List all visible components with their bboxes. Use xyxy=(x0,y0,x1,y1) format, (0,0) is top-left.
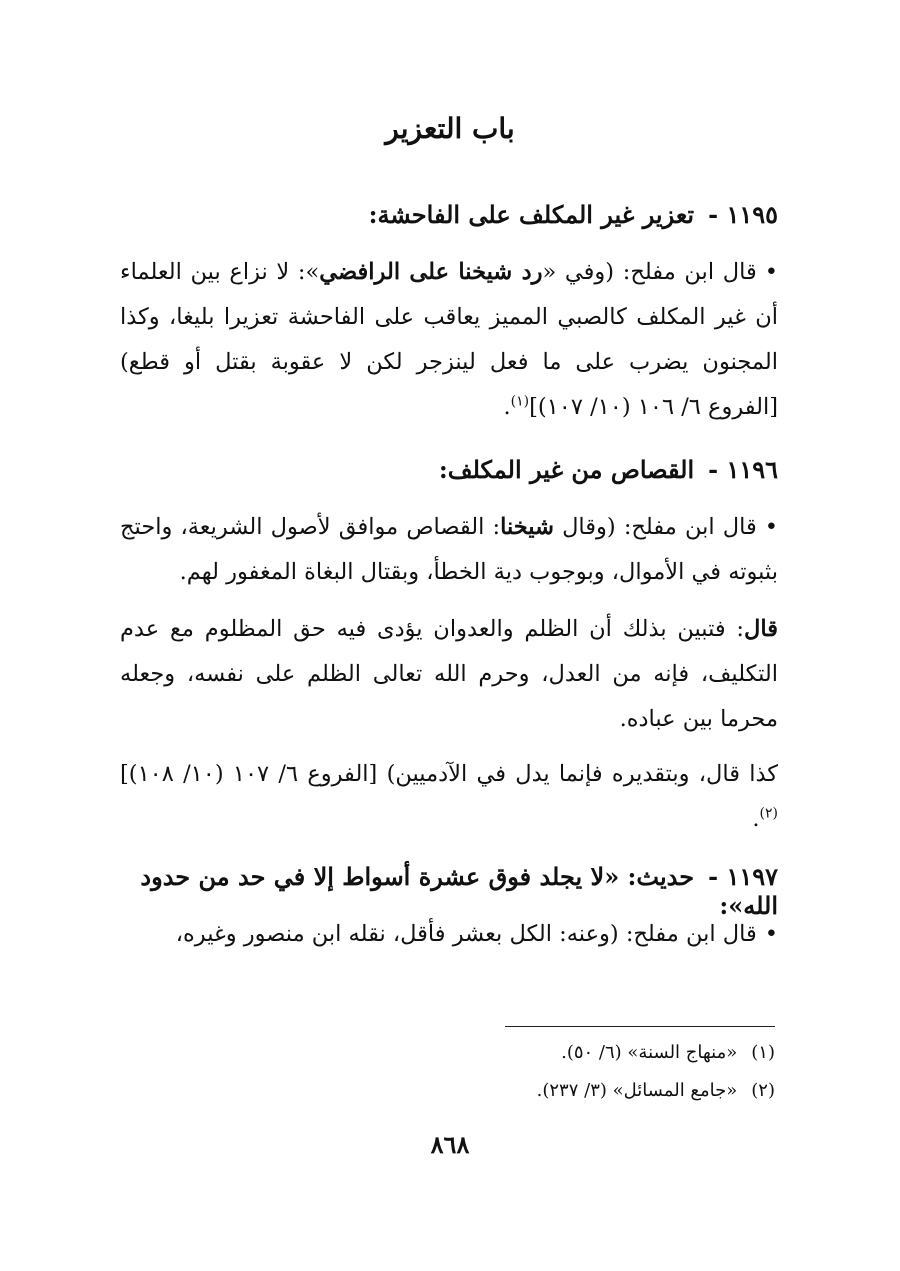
paragraph xyxy=(120,912,778,957)
paragraph xyxy=(120,250,778,430)
paragraph xyxy=(120,752,778,842)
paragraph xyxy=(120,505,778,595)
paragraph-text: »: لا نزاع بين العلماء أن غير المكلف كالصبي المميز يعاقب على الفاحشة تعزيرا بليغا، وكذا المجنون يضرب على ما فعل لينزجر لكن لا عقوبة بقتل أو قطع) [الفروع ٦/ ١٠٦ (١٠/ ١٠٧)] xyxy=(120,259,778,420)
section-heading-1195 xyxy=(120,200,778,229)
paragraph-text: كذا قال، وبتقديره فإنما يدل في الآدميين) [الفروع ٦/ ١٠٧ (١٠/ ١٠٨)] xyxy=(120,761,778,787)
section-heading-1196 xyxy=(120,455,778,484)
paragraph-tail: . xyxy=(752,806,760,832)
bullet: • xyxy=(764,259,778,285)
paragraph-intro: قال ابن مفلح: (وقال xyxy=(553,514,757,540)
paragraph-tail: . xyxy=(503,394,511,420)
footnote-text: «جامع المسائل» (٣/ ٢٣٧). xyxy=(536,1080,738,1101)
section-title: القصاص من غير المكلف: xyxy=(438,455,695,484)
footnote-1 xyxy=(561,1042,775,1063)
section-title: تعزير غير المكلف على الفاحشة: xyxy=(368,200,695,229)
chapter-title: باب التعزير xyxy=(385,112,515,145)
footnote-number: (١) xyxy=(751,1042,775,1063)
footnote-text: «منهاج السنة» (٦/ ٥٠). xyxy=(561,1042,738,1063)
footnote-number: (٢) xyxy=(751,1080,775,1101)
paragraph-text: قال ابن مفلح: (وعنه: الكل بعشر فأقل، نقله ابن منصور وغيره، xyxy=(175,921,757,947)
paragraph-intro: قال ابن مفلح: (وفي « xyxy=(542,259,757,285)
footnote-divider xyxy=(505,1026,775,1027)
bullet: • xyxy=(764,921,778,947)
section-number: ١١٩٧ - xyxy=(708,862,778,891)
bullet: • xyxy=(764,514,778,540)
page-number: ٨٦٨ xyxy=(430,1130,470,1159)
section-number: ١١٩٦ - xyxy=(708,455,778,484)
bold-term: شيخنا xyxy=(500,514,554,540)
paragraph-text: : فتبين بذلك أن الظلم والعدوان يؤدى فيه حق المظلوم مع عدم التكليف، فإنه من العدل، وحرم الله تعالى الظلم على نفسه، وجعله محرما بين عباده. xyxy=(120,616,778,732)
paragraph xyxy=(120,607,778,742)
section-title: حديث: «لا يجلد فوق عشرة أسواط إلا في حد من حدود الله»: xyxy=(140,862,778,920)
footnote-ref: (٢) xyxy=(759,805,778,822)
footnote-2 xyxy=(537,1080,775,1101)
paragraph-text: : القصاص موافق لأصول الشريعة، واحتج بثبوته في الأموال، وبوجوب دية الخطأ، وبقتال البغاة المغفور لهم. xyxy=(120,514,778,585)
book-title: رد شيخنا على الرافضي xyxy=(319,259,543,285)
bold-term: قال xyxy=(744,616,778,642)
footnote-ref: (١) xyxy=(510,393,530,410)
section-number: ١١٩٥ - xyxy=(708,200,778,229)
